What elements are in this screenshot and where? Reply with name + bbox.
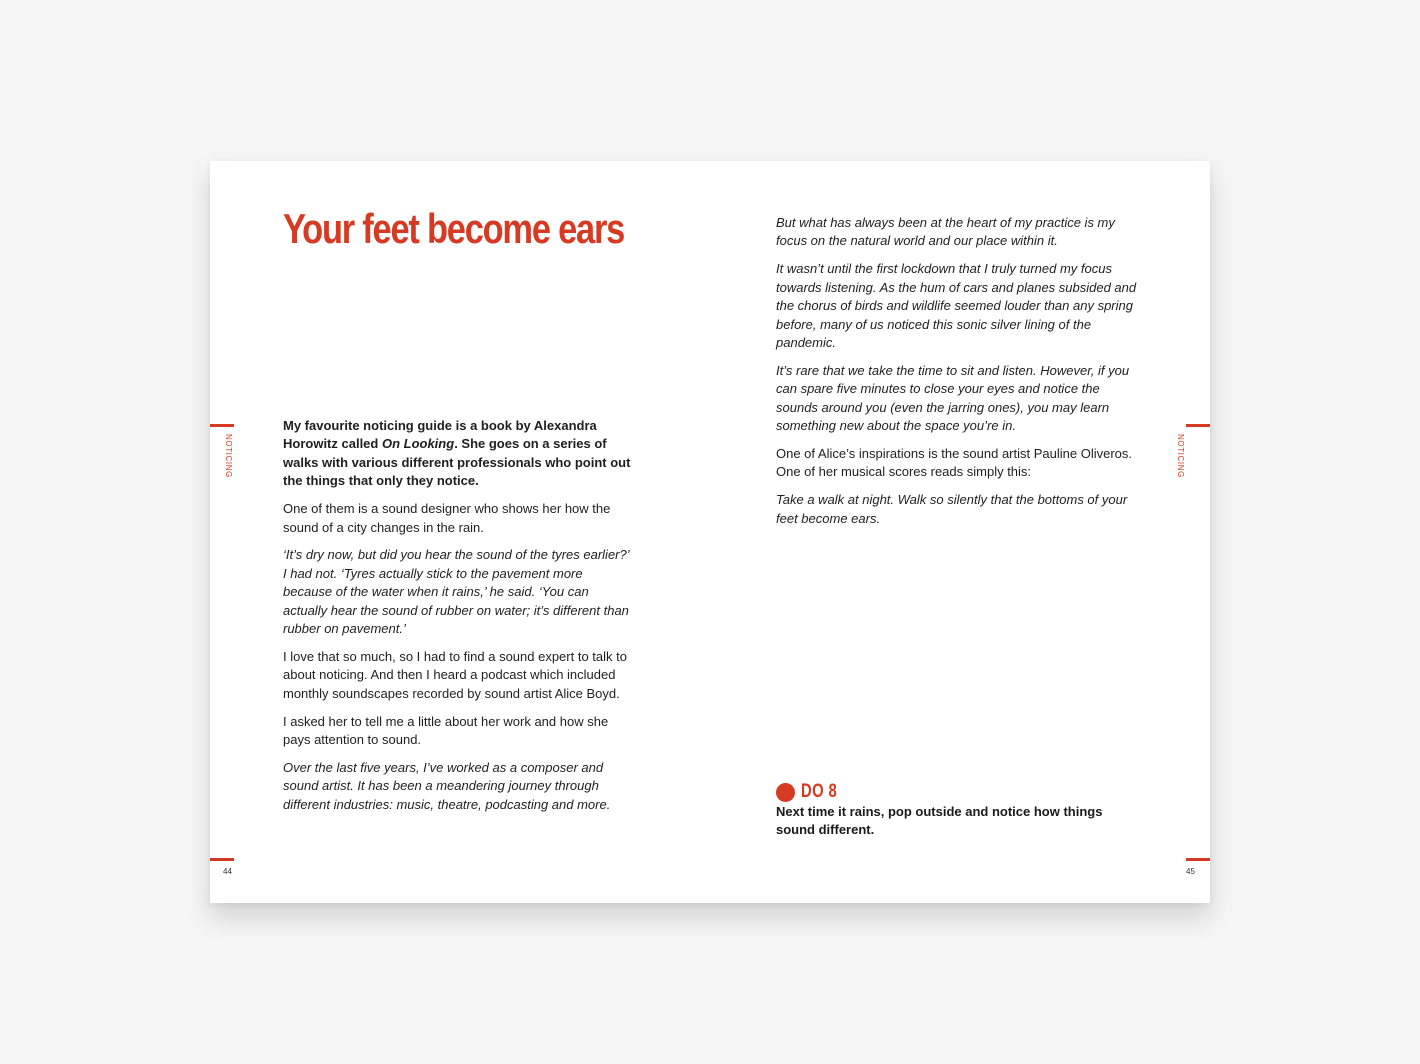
body-paragraph: I asked her to tell me a little about her work and how she pays attention to sound. xyxy=(283,713,609,748)
quote-paragraph: ‘It’s dry now, but did you hear the sound of the tyres earlier?’ I had not. ‘Tyres actually stick to the pavement more because of the water when it rains,’ he said. ‘You can actually hear the sound of rubber on water; it’s different than rubber on pavement.’ xyxy=(283,547,629,637)
section-tab-marker xyxy=(1186,424,1210,427)
body-paragraph: I love that so much, so I had to find a sound expert to talk to about noticing. And then I heard a podcast which included monthly soundscapes recorded by sound artist Alice Boyd. xyxy=(283,648,627,701)
page-number: 45 xyxy=(1186,867,1195,876)
quote-paragraph: But what has always been at the heart of my practice is my focus on the natural world and our place within it. xyxy=(776,215,1115,249)
score-quote: Take a walk at night. Walk so silently that the bottoms of your feet become ears. xyxy=(776,492,1128,526)
section-label: NOTICING xyxy=(224,434,233,478)
section-label: NOTICING xyxy=(1176,434,1185,478)
body-paragraph: One of them is a sound designer who shows her how the sound of a city changes in the rain. xyxy=(283,501,611,535)
do-heading xyxy=(776,781,1138,803)
right-body-text xyxy=(776,214,1138,538)
book-title: On Looking xyxy=(381,436,455,452)
quote-paragraph: It wasn’t until the first lockdown that I truly turned my focus towards listening. As the hum of cars and planes subsided and the chorus of birds and wildlife seemed louder than any spring before, many of us noticed this sonic silver lining of the pandemic. xyxy=(776,261,1137,350)
page-number: 44 xyxy=(223,867,232,876)
quote-paragraph: Over the last five years, I’ve worked as a composer and sound artist. It has been a meandering journey through different industries: music, theatre, podcasting and more. xyxy=(283,760,611,812)
left-body-text xyxy=(283,417,635,824)
circle-icon xyxy=(776,783,795,802)
left-page xyxy=(210,161,710,903)
page-number-rule xyxy=(210,858,234,861)
lead-text-before: My favourite noticing guide is a book by Alexandra Horowitz called xyxy=(283,418,597,452)
lead-text-after: . She goes on a series of walks with various different professionals who point out the things that only they notice. xyxy=(283,436,631,489)
do-label: DO 8 xyxy=(801,781,838,802)
quote-paragraph: It’s rare that we take the time to sit and listen. However, if you can spare five minutes to close your eyes and notice the sounds around you (even the jarring ones), you may learn something new about the space you’re in. xyxy=(776,362,1130,434)
lead-paragraph xyxy=(283,417,635,491)
do-instruction: Next time it rains, pop outside and notice how things sound different. xyxy=(776,804,1103,838)
page-title: Your feet become ears xyxy=(283,205,625,252)
section-tab-marker xyxy=(210,424,234,427)
right-page xyxy=(710,161,1210,903)
do-callout xyxy=(776,781,1138,840)
book-spread xyxy=(210,161,1210,903)
page-number-rule xyxy=(1186,858,1210,861)
body-paragraph: One of Alice’s inspirations is the sound artist Pauline Oliveros. One of her musical scores reads simply this: xyxy=(776,445,1132,480)
